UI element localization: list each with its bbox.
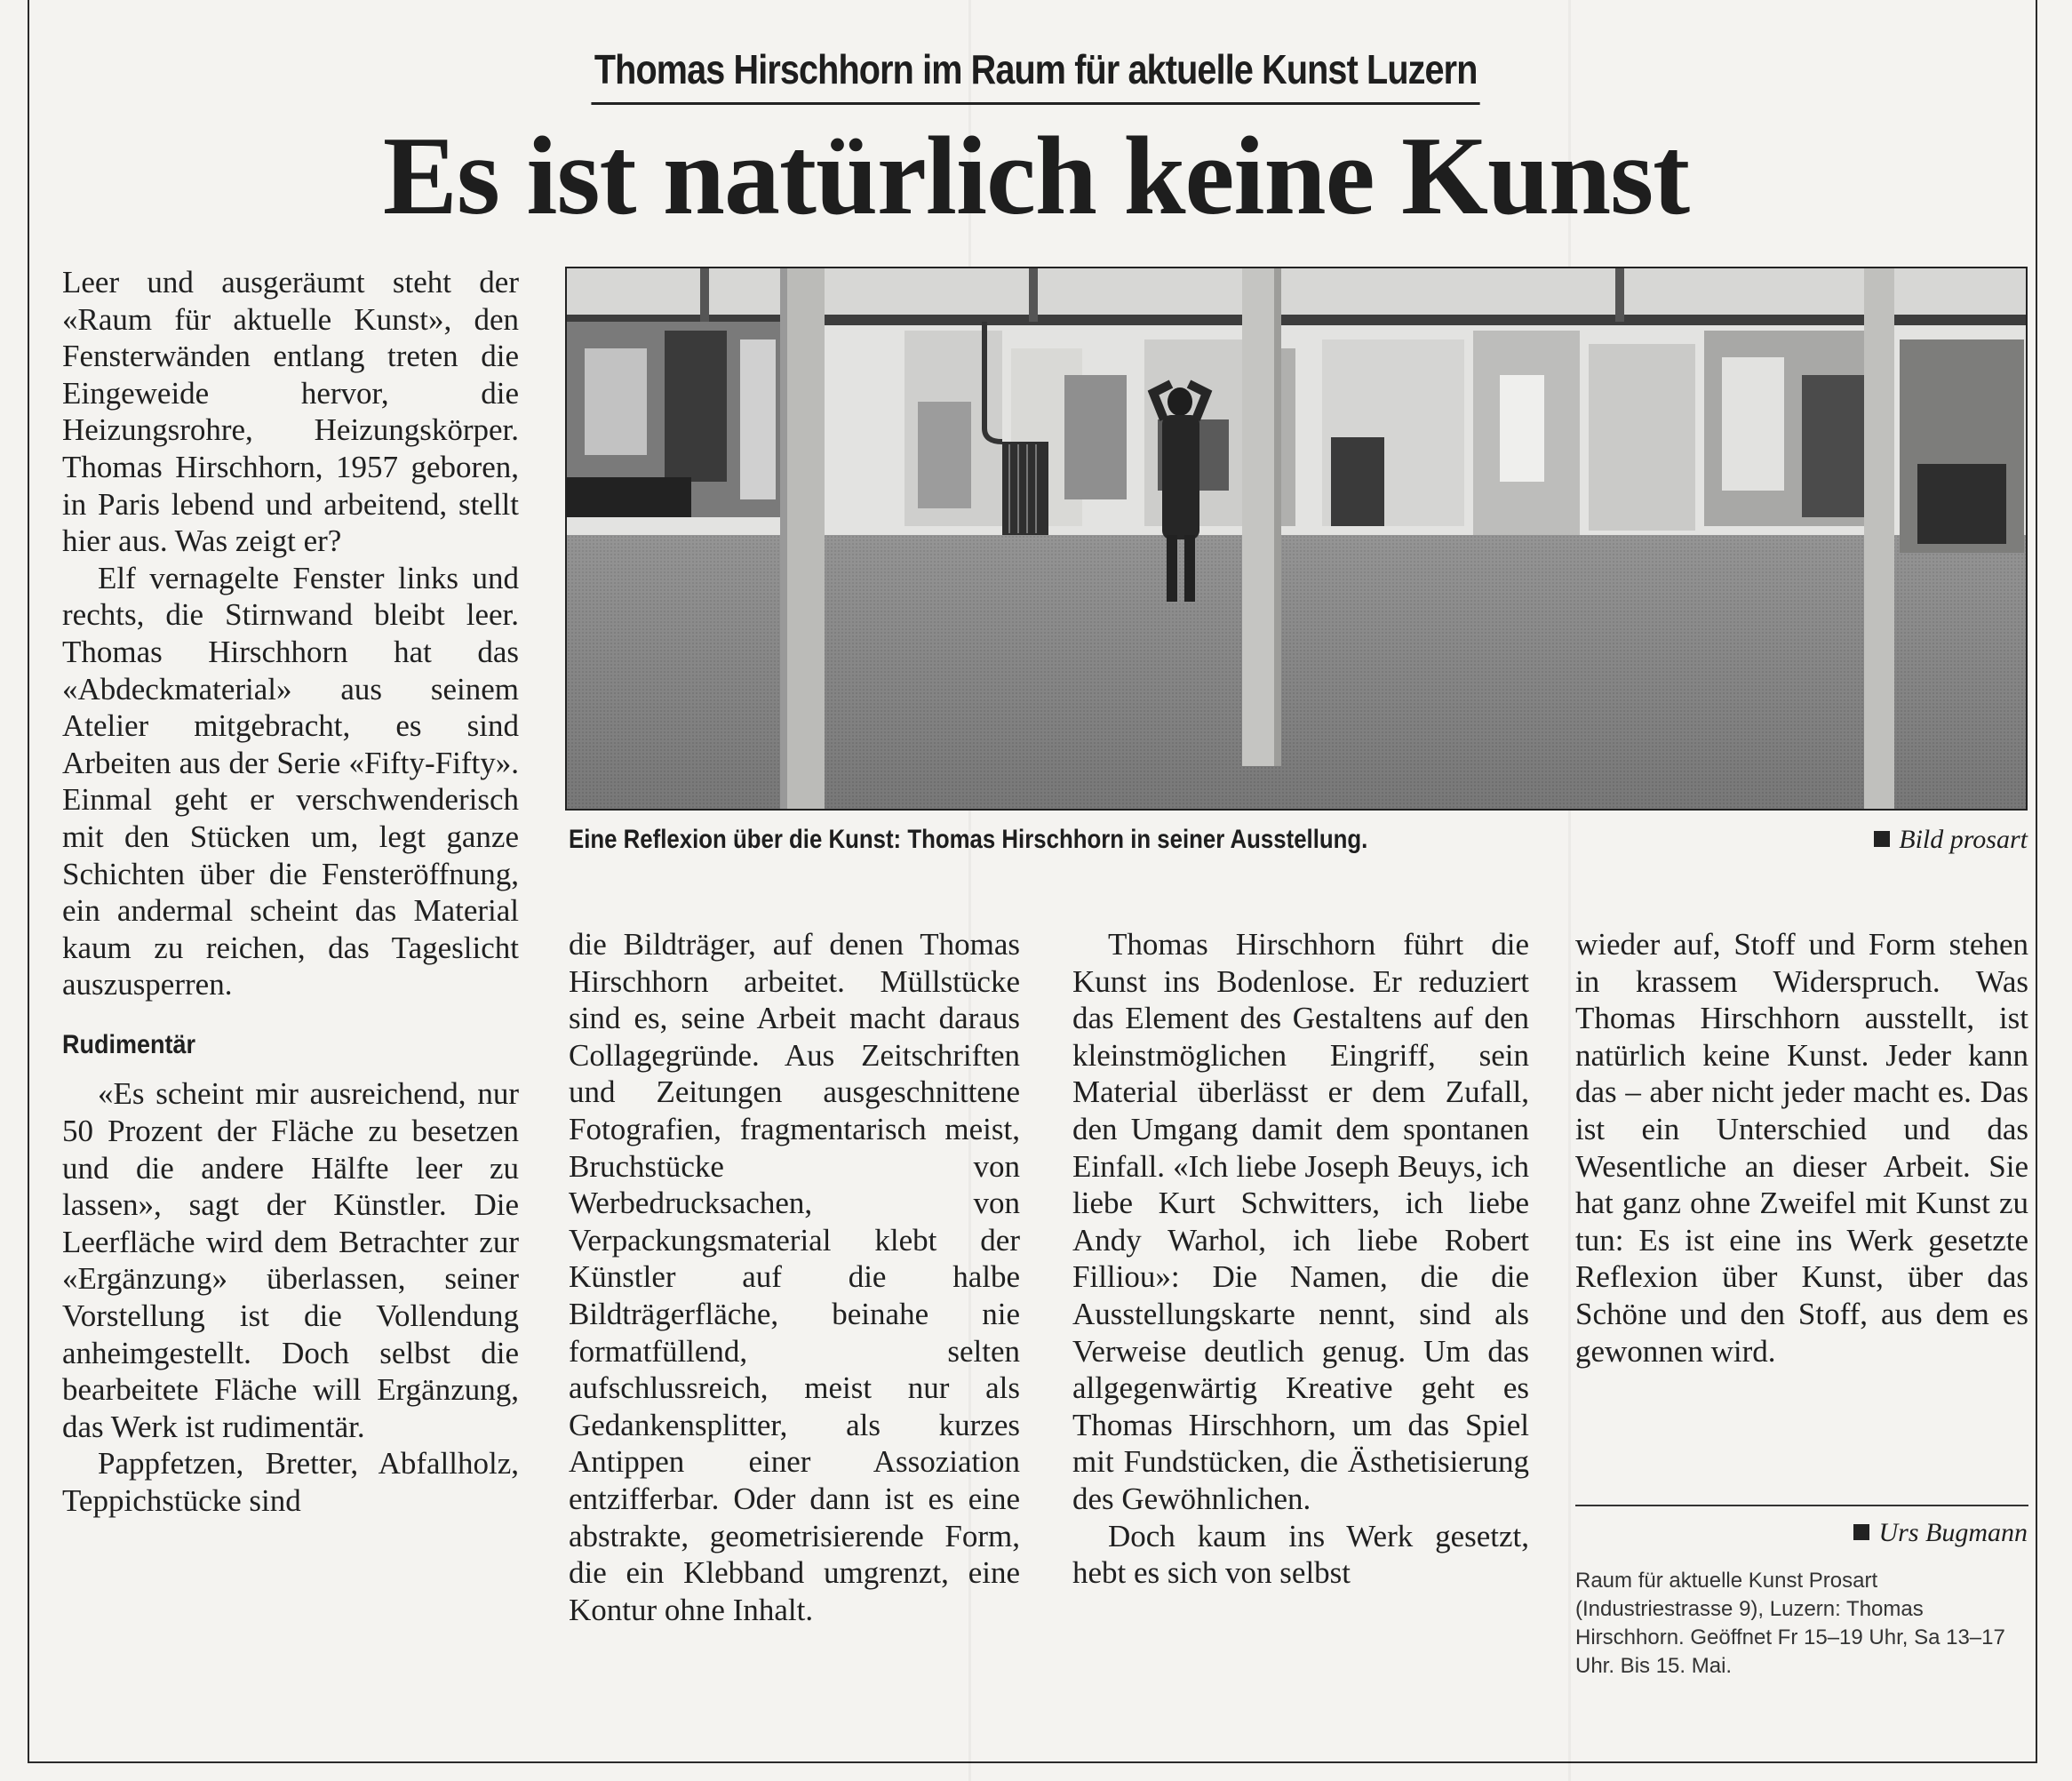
paragraph: «Es scheint mir ausreichend, nur 50 Prozent der Fläche zu besetzen und die andere Hälfte leer zu lassen», sagt der Künstler. Die Leerfläche wird dem Betrachter zur «Ergänzung» überlassen, seiner Vorstellung ist die Vollendung anheimgestellt. Doch selbst die bearbeitete Fläche will Ergänzung, das Werk ist rudimentär. <box>62 1076 519 1444</box>
paragraph: Elf vernagelte Fenster links und rechts, die Stirnwand bleibt leer. Thomas Hirschhorn hat das «Abdeckmaterial» aus seinem Atelier mitgebracht, es sind Arbeiten aus der Serie «Fifty-Fifty». Einmal geht er verschwenderisch mit den Stücken um, legt ganze Schichten über die Fensteröffnung, ein andermal scheint das Material kaum zu reichen, das Tageslicht auszusperren. <box>62 560 519 1002</box>
exhibition-photo <box>565 267 2028 811</box>
paragraph: Pappfetzen, Bretter, Abfallholz, Teppichstücke sind <box>62 1446 519 1518</box>
photo-credit-text: Bild prosart <box>1899 825 2028 854</box>
paragraph: wieder auf, Stoff und Form stehen in krassem Widerspruch. Was Thomas Hirschhorn ausstellt, ist natürlich keine Kunst. Jeder kann das – aber nicht jeder macht es. Das ist ein Unterschied und das Wesentliche an dieser Arbeit. Sie hat ganz ohne Zweifel mit Kunst zu tun: Es ist eine ins Werk gesetzte Reflexion über Kunst, über das Schöne und den Stoff, aus dem es gewonnen wird. <box>1575 927 2028 1369</box>
paragraph: Doch kaum ins Werk gesetzt, hebt es sich von selbst <box>1072 1518 1529 1591</box>
article-kicker: Thomas Hirschhorn im Raum für aktuelle Kunst Luzern <box>592 46 1481 105</box>
author-name: Urs Bugmann <box>1878 1518 2028 1547</box>
column-4 <box>1575 926 2028 1370</box>
exhibition-photo-image <box>567 268 2026 809</box>
author-divider <box>1575 1505 2028 1506</box>
paragraph: Leer und ausgeräumt steht der «Raum für aktuelle Kunst», den Fensterwänden entlang treten die Eingeweide hervor, die Heizungsrohre, Heizungskörper. Thomas Hirschhorn, 1957 geboren, in Paris lebend und arbeitend, stellt hier aus. Was zeigt er? <box>62 265 519 559</box>
author-byline <box>1853 1518 2028 1548</box>
kicker-wrap <box>0 46 2072 105</box>
subheading: Rudimentär <box>62 1029 196 1059</box>
column-1 <box>62 264 519 1520</box>
column-2 <box>569 926 1020 1628</box>
paragraph: die Bildträger, auf denen Thomas Hirschhorn arbeitet. Müllstücke sind es, seine Arbeit macht daraus Collagegründe. Aus Zeitschriften und Zeitungen ausgeschnittene Fotografien, fragmentarisch meist, Bruchstücke von Werbedrucksachen, von Verpackungsmaterial klebt der Künstler auf die halbe Bildträgerfläche, beinahe nie formatfüllend, selten aufschlussreich, meist nur als Gedankensplitter, als kurzes Antippen einer Assoziation entzifferbar. Oder dann ist es eine abstrakte, geometrisierende Form, die ein Klebband umgrenzt, eine Kontur ohne Inhalt. <box>569 927 1020 1627</box>
photo-caption: Eine Reflexion über die Kunst: Thomas Hirschhorn in seiner Ausstellung. <box>569 825 1368 854</box>
bullet-square-icon <box>1874 831 1890 847</box>
photo-credit <box>1874 825 2028 855</box>
bullet-square-icon <box>1853 1524 1869 1540</box>
exhibition-info: Raum für aktuelle Kunst Prosart (Industriestrasse 9), Luzern: Thomas Hirschhorn. Geöffnet Fr 15–19 Uhr, Sa 13–17 Uhr. Bis 15. Mai. <box>1575 1569 2005 1678</box>
article-headline: Es ist natürlich keine Kunst <box>382 115 1690 238</box>
column-3 <box>1072 926 1529 1592</box>
paragraph: Thomas Hirschhorn führt die Kunst ins Bodenlose. Er reduziert das Element des Gestaltens auf den kleinstmöglichen Eingriff, sein Material überlässt er dem Zufall, den Umgang damit dem spontanen Einfall. «Ich liebe Joseph Beuys, ich liebe Kurt Schwitters, ich liebe Andy Warhol, ich liebe Robert Filliou»: Die Namen, die die Ausstellungskarte nennt, sind als Verweise deutlich genug. Um das allgegenwärtig Kreative geht es Thomas Hirschhorn, um das Spiel mit Fundstücken, die Ästhetisierung des Gewöhnlichen. <box>1072 927 1529 1516</box>
